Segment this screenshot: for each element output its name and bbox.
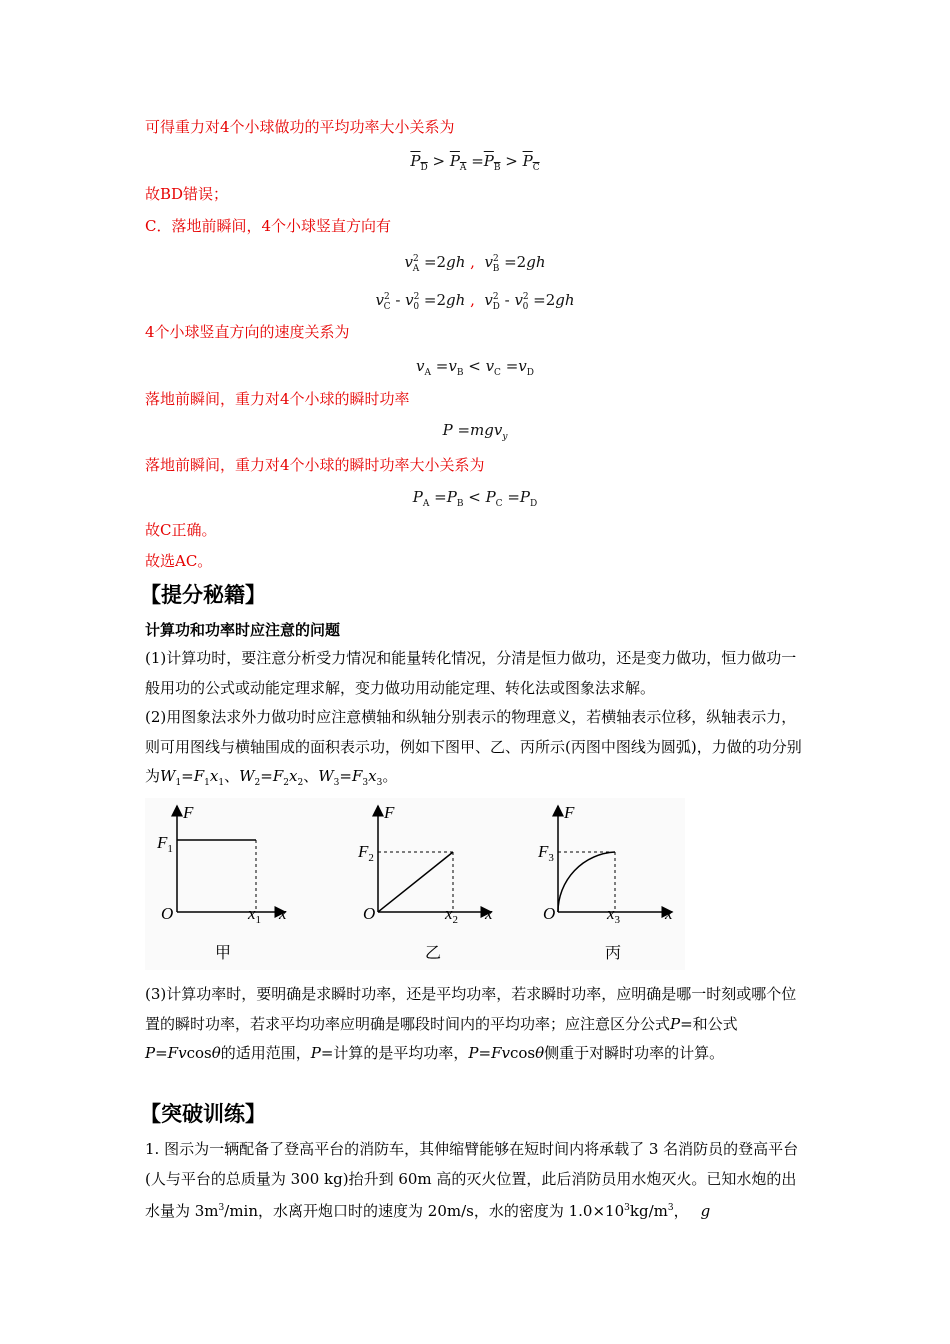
svg-text:x: x — [665, 904, 673, 923]
caption-yi: 乙 — [424, 945, 442, 962]
equation-velocity-ab: $v^2_A =2gh$ , $v^2_B =2gh$ — [404, 253, 546, 274]
equation-average-power: $P_D > P_A =P_B > P_C$ — [410, 152, 540, 173]
solution-line: 落地前瞬间，重力对4个小球的瞬时功率大小关系为 — [145, 456, 485, 474]
svg-text:F1: $F_1$ — [157, 833, 173, 855]
svg-text:x: x — [485, 904, 493, 923]
svg-text:O: O — [543, 904, 556, 923]
equation-velocity-relation: $v_A =v_B < v_C =v_D$ — [416, 357, 534, 378]
equation-velocity-cd: $v^2_C - v^2_0 =2gh$ , $v^2_D - v^2_0 =2gh$ — [375, 291, 575, 312]
tips-paragraph-3: (3)计算功率时，要明确是求瞬时功率，还是平均功率，若求瞬时功率，应明确是哪一时刻或哪个位置的瞬时功率，若求平均功率应明确是哪段时间内的平均功率；应注意区分公式P=和公式P=Fvcosθ的适用范围，P=计算的是平均功率，P=Fvcosθ侧重于对瞬时功率的计算。 — [145, 985, 797, 1062]
solution-line: 落地前瞬间，重力对4个小球的瞬时功率 — [145, 390, 410, 408]
section-heading-training: 【突破训练】 — [140, 1101, 266, 1126]
graph-bing — [537, 803, 673, 962]
svg-text:x3: $x_3$ — [607, 904, 621, 926]
tips-paragraph-2: (2)用图象法求外力做功时应注意横轴和纵轴分别表示的物理意义，若横轴表示位移，纵轴表示力，则可用图线与横轴围成的面积表示功，例如下图甲、乙、丙所示(丙图中图线为圆弧)，力做的功分别为$W_1=F_1x_1$、$W_2=F_2x_2$、$W_3=F_3x_3$。 — [145, 708, 802, 788]
solution-line: 故C正确。 — [145, 521, 217, 539]
tips-paragraph-1: (1)计算功时，要注意分析受力情况和能量转化情况，分清是恒力做功，还是变力做功，恒力做功一般用功的公式或动能定理求解，变力做功用动能定理、转化法或图象法求解。 — [145, 649, 797, 697]
solution-line: 4个小球竖直方向的速度关系为 — [145, 323, 350, 341]
svg-text:x2: $x_2$ — [445, 904, 459, 926]
svg-text:x: x — [279, 904, 287, 923]
svg-text:F: F — [564, 803, 575, 822]
graph-jia — [156, 803, 287, 962]
svg-text:F: F — [384, 803, 395, 822]
graph-yi — [357, 803, 493, 962]
solution-line: 故BD错误； — [145, 185, 229, 203]
svg-text:x1: $x_1$ — [248, 904, 262, 926]
solution-line: 可得重力对4个小球做功的平均功率大小关系为 — [145, 118, 455, 136]
solution-line: 故选AC。 — [145, 552, 213, 570]
caption-bing: 丙 — [604, 945, 622, 962]
solution-line: C．落地前瞬间，4个小球竖直方向有 — [145, 217, 392, 235]
svg-text:O: O — [161, 904, 174, 923]
svg-text:F: F — [183, 803, 194, 822]
force-displacement-figure — [145, 798, 685, 970]
equation-instant-power: P =mgv$_y$ — [442, 421, 508, 442]
tips-subheading: 计算功和功率时应注意的问题 — [145, 621, 341, 639]
equation-power-relation: $P_A =P_B < P_C =P_D$ — [412, 488, 538, 509]
svg-text:F2: $F_2$ — [358, 842, 374, 864]
section-heading-tips: 【提分秘籍】 — [140, 582, 266, 607]
svg-text:O: O — [363, 904, 376, 923]
caption-jia: 甲 — [214, 945, 232, 962]
svg-text:F3: $F_3$ — [538, 842, 554, 864]
training-question-1: 1. 图示为一辆配备了登高平台的消防车，其伸缩臂能够在短时间内将承载了 3 名消防员的登高平台(人与平台的总质量为 300 kg)抬升到 60m 高的灭火位置，此后消防员用水炮灭火。已知水炮的出水量为 $3m^3/\min$，水离开炮口时的速度为 20m/s，水的密度为 $1.0\times 10^3kg/m^3$， g — [145, 1140, 799, 1220]
